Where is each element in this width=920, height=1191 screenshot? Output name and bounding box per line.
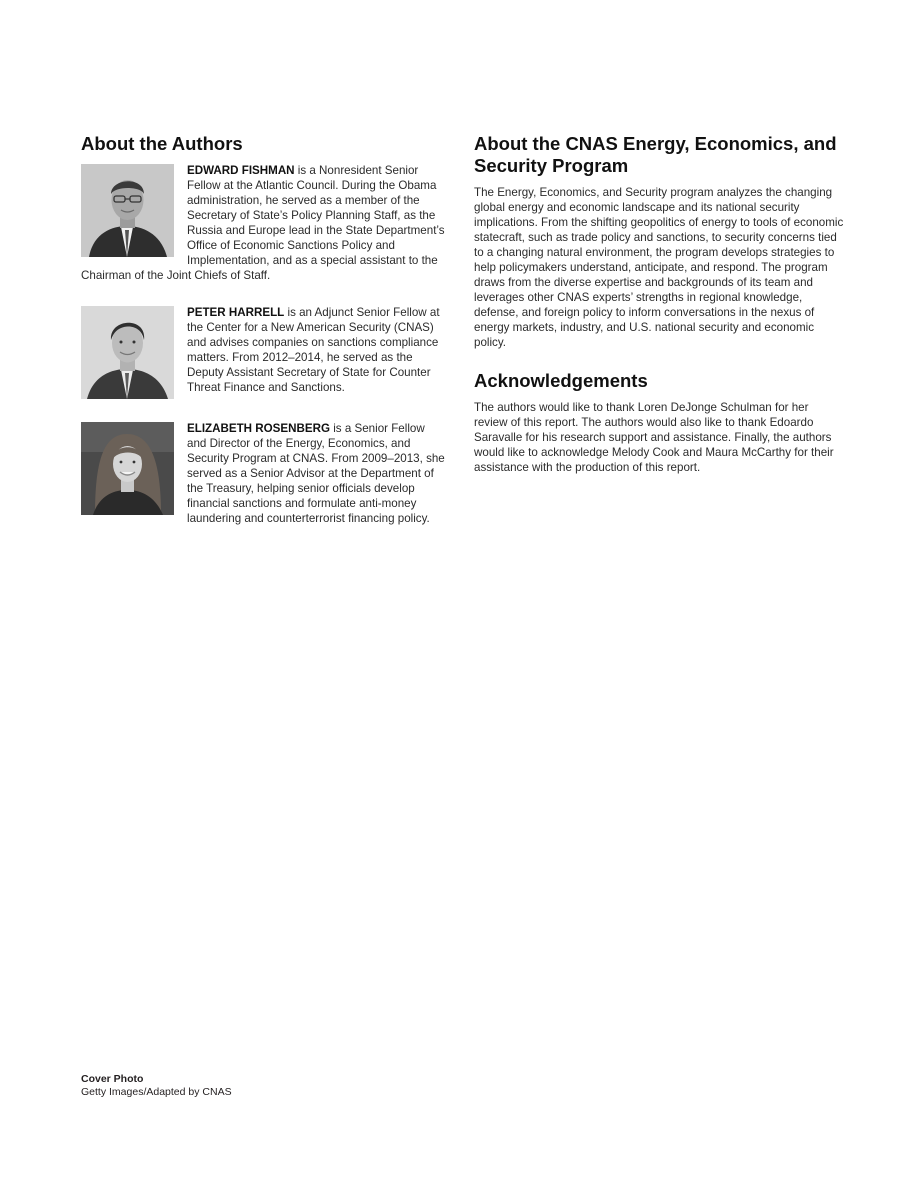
author-bio-fishman: is a Nonresident Senior Fellow at the Atlantic Council. During the Obama administration, he served as a member of the Secretary of State’s Policy Planning Staff, as the Russia and Europe lead in the State Department’s Office of Economic Sanctions Policy and Implementation, and as a special assistant to the Chairman of the Joint Chiefs of Staff.: [81, 164, 445, 282]
author-photo-fishman: [81, 164, 174, 257]
author-name-rosenberg: ELIZABETH ROSENBERG: [187, 422, 330, 435]
author-entry-rosenberg: [81, 421, 447, 526]
author-photo-rosenberg: [81, 422, 174, 515]
author-name-harrell: PETER HARRELL: [187, 306, 285, 319]
cover-photo-label: Cover Photo: [81, 1073, 144, 1085]
acknowledgements-heading: Acknowledgements: [474, 370, 648, 391]
program-column: [474, 133, 844, 475]
author-entry-harrell: [81, 305, 447, 399]
author-name-fishman: EDWARD FISHMAN: [187, 164, 295, 177]
cover-photo-credit: [81, 1073, 232, 1099]
section-spacer: [474, 350, 844, 370]
acknowledgements-text: The authors would like to thank Loren DeJonge Schulman for her review of this report. The authors would also like to thank Edoardo Saravalle for his research support and assistance. Finally, the authors would like to acknowledge Melody Cook and Maura McCarthy for their assistance with the production of this report.: [474, 401, 834, 474]
program-description: The Energy, Economics, and Security program analyzes the changing global energy and economic landscape and its national security implications. From the shifting geopolitics of energy to tools of economic statecraft, such as trade policy and sanctions, to security concerns tied to a changing natural environment, the program develops strategies to help policymakers understand, anticipate, and respond. The program draws from the diverse expertise and backgrounds of its team and leverages other CNAS experts’ strengths in regional knowledge, defense, and foreign policy to inform conversations in the nexus of energy markets, industry, and U.S. national security and economic policy.: [474, 186, 844, 349]
authors-heading: About the Authors: [81, 133, 243, 154]
author-photo-harrell: [81, 306, 174, 399]
authors-column: [81, 133, 447, 548]
program-heading: About the CNAS Energy, Economics, and Security Program: [474, 133, 837, 176]
author-entry-fishman: [81, 163, 447, 283]
author-bio-rosenberg: is a Senior Fellow and Director of the Energy, Economics, and Security Program at CNAS. From 2009–2013, she served as a Senior Advisor at the Department of the Treasury, helping senior officials develop financial sanctions and formulate anti-money laundering and counterterrorist financing policy.: [187, 422, 445, 525]
author-bio-harrell: is an Adjunct Senior Fellow at the Center for a New American Security (CNAS) and advises companies on sanctions compliance matters. From 2012–2014, he served as the Deputy Assistant Secretary of State for Counter Threat Finance and Sanctions.: [187, 306, 440, 394]
cover-photo-source: Getty Images/Adapted by CNAS: [81, 1086, 232, 1098]
